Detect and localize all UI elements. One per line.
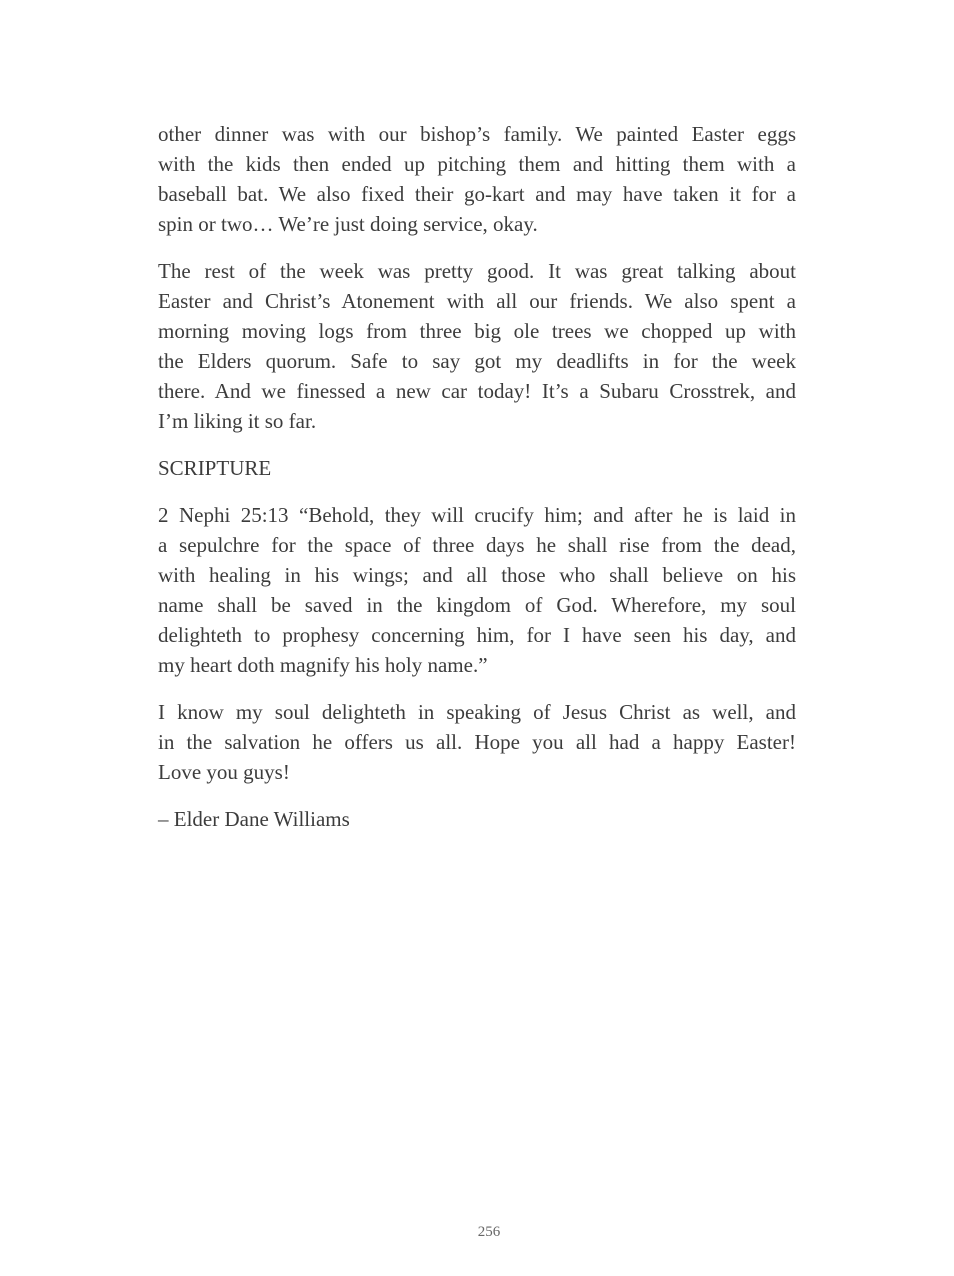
paragraph-1 bbox=[158, 119, 796, 239]
text-line: a sepulchre for the space of three days he shall rise from the dead, bbox=[158, 533, 796, 557]
heading-text: SCRIPTURE bbox=[158, 456, 272, 480]
paragraph-2 bbox=[158, 256, 796, 436]
text-line: with the kids then ended up pitching them and hitting them with a bbox=[158, 152, 796, 176]
text-line: I know my soul delighteth in speaking of Jesus Christ as well, and bbox=[158, 700, 796, 724]
scripture-quote bbox=[158, 500, 796, 680]
text-line: Love you guys! bbox=[158, 760, 290, 784]
text-line: with healing in his wings; and all those who shall believe on his bbox=[158, 563, 796, 587]
text-line: The rest of the week was pretty good. It was great talking about bbox=[158, 259, 796, 283]
text-line: I’m liking it so far. bbox=[158, 409, 317, 433]
section-heading-scripture bbox=[158, 453, 796, 483]
text-line: baseball bat. We also fixed their go-kart and may have taken it for a bbox=[158, 182, 796, 206]
text-line: morning moving logs from three big ole trees we chopped up with bbox=[158, 319, 796, 343]
signature-text: – Elder Dane Williams bbox=[158, 807, 350, 831]
body-text bbox=[158, 119, 796, 851]
signature bbox=[158, 804, 796, 834]
text-line: Easter and Christ’s Atonement with all our friends. We also spent a bbox=[158, 289, 796, 313]
text-line: the Elders quorum. Safe to say got my deadlifts in for the week bbox=[158, 349, 796, 373]
text-line: there. And we finessed a new car today! It’s a Subaru Crosstrek, and bbox=[158, 379, 796, 403]
text-line: delighteth to prophesy concerning him, for I have seen his day, and bbox=[158, 623, 796, 647]
text-line: other dinner was with our bishop’s family. We painted Easter eggs bbox=[158, 122, 796, 146]
text-line: in the salvation he offers us all. Hope you all had a happy Easter! bbox=[158, 730, 796, 754]
text-line: name shall be saved in the kingdom of God. Wherefore, my soul bbox=[158, 593, 796, 617]
text-line: 2 Nephi 25:13 “Behold, they will crucify him; and after he is laid in bbox=[158, 503, 796, 527]
text-line: spin or two… We’re just doing service, okay. bbox=[158, 212, 538, 236]
paragraph-closing bbox=[158, 697, 796, 787]
page-number: 256 bbox=[477, 1224, 501, 1240]
text-line: my heart doth magnify his holy name.” bbox=[158, 653, 488, 677]
